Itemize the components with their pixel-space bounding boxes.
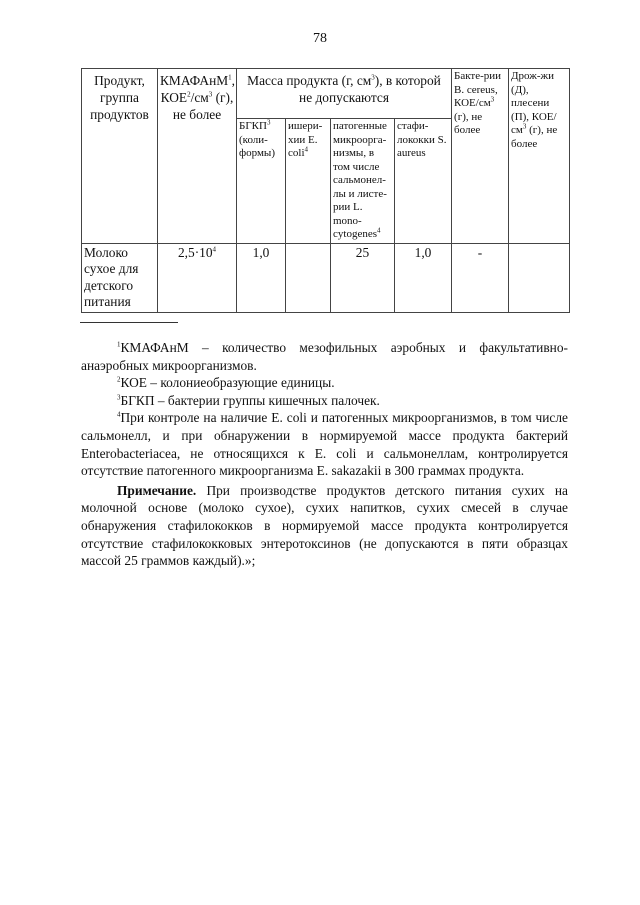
cell-staph: 1,0 <box>395 243 452 312</box>
cell-kmafanm: $2,5\cdot 10^4$ <box>158 243 237 312</box>
table-row <box>82 243 570 312</box>
footnote-4: $^4$При контроле на наличие E. coli и патогенных микроорганизмов, в том числе сальмонелл, и при обнаружении в нормируемой массе продукта бактерий Enterobacteriacea, не относящихся к E. coli и сальмонеллам, контролируется отсутствие патогенного микроорганизма E. sakazakii в 300 граммах продукта. <box>81 410 568 479</box>
footnote-2: $^2$КОЕ – колониеобразующие единицы. <box>117 375 335 391</box>
header-bgkp: БГКП$^3$ (коли-формы) <box>237 119 286 244</box>
header-bcereus: Бакте-рии B. cereus, КОЕ/$см^3$ (г), не более <box>452 69 509 244</box>
note-label: Примечание. <box>117 482 197 498</box>
cell-bgkp: 1,0 <box>237 243 286 312</box>
footnotes <box>81 339 568 570</box>
header-ecoli: ишери-хии E. coli$^4$ <box>286 119 331 244</box>
header-yeast-mold: Дрож-жи (Д), плесени (П), КОЕ/$см^3$ (г), не более <box>509 69 570 244</box>
cell-bcereus: - <box>452 243 509 312</box>
cell-product: Молоко сухое для детского питания <box>82 243 158 312</box>
footnote-3: $^3$БГКП – бактерии группы кишечных палочек. <box>117 392 380 408</box>
cell-pathogens: 25 <box>331 243 395 312</box>
cell-yeast <box>509 243 570 312</box>
header-mass-group: Масса продукта (г, $см^3$), в которой не допускаются <box>237 69 452 119</box>
header-product: Продукт, группа продуктов <box>82 69 158 244</box>
page-number: 78 <box>313 31 327 46</box>
header-row-1 <box>82 69 570 119</box>
cell-ecoli <box>286 243 331 312</box>
note-paragraph: Примечание. При производстве продуктов детского питания сухих на молочной основе (молоко сухое), сухих напитков, сухих смесей в случае обнаружения стафилококков в нормируемой массе продукта контролируется отсутствие стафилококковых энтеротоксинов (не допускаются в пяти образцах массой 25 граммов каждый).»; <box>81 482 568 569</box>
header-kmafanm: КМАФАнМ$^1$, $КОЕ^2/см^3$ (г), не более <box>158 69 237 244</box>
footnote-divider <box>80 322 178 323</box>
header-staph: стафи-лококки S. aureus <box>395 119 452 244</box>
footnote-1: $^1$КМАФАнМ – количество мезофильных аэробных и факультативно-анаэробных микроорганизмов. <box>81 340 568 373</box>
header-pathogens: патогенные микроорга-низмы, в том числе сальмонел-лы и листе-рии L. mono-cytogenes$^4$ <box>331 119 395 244</box>
microbiology-table <box>81 68 570 313</box>
